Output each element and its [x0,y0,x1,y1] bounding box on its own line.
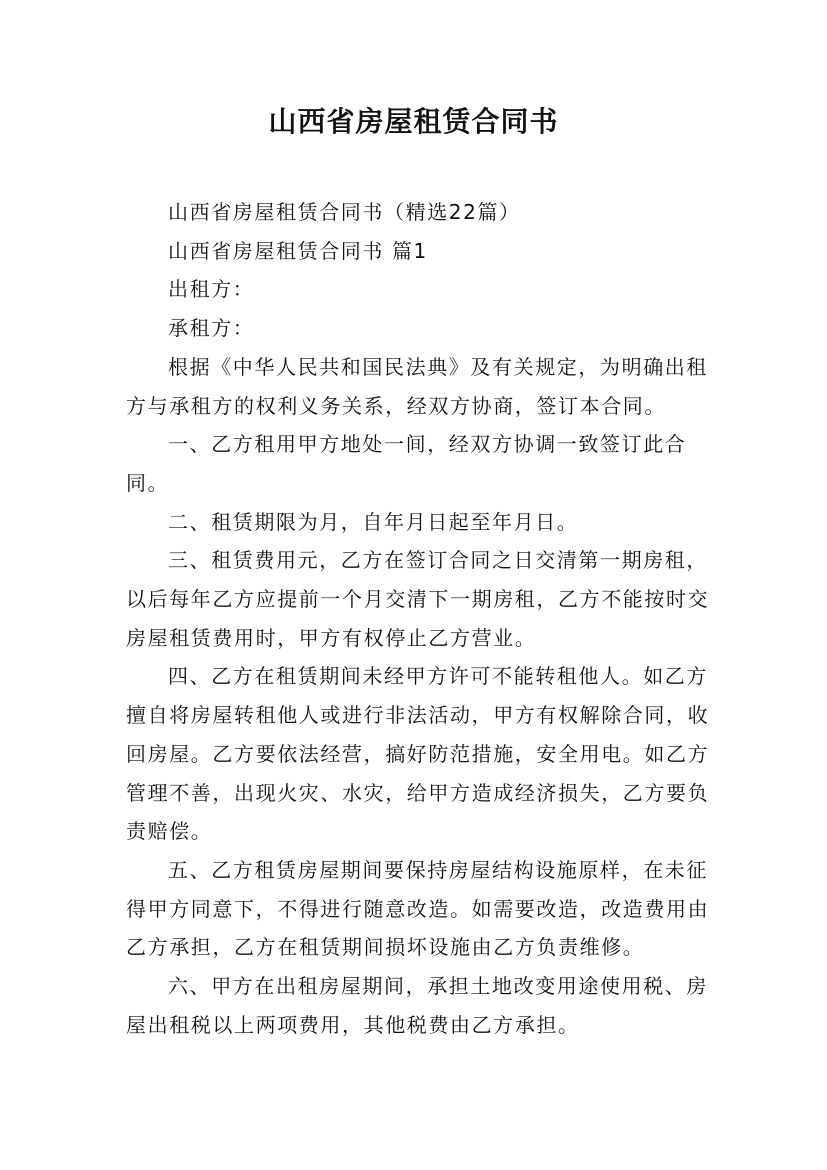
section-heading: 山西省房屋租赁合同书 篇1 [168,238,428,263]
clause-2: 二、租赁期限为月，自年月日起至年月日。 [168,509,579,534]
document-body [126,193,716,1044]
clause-1: 一、乙方租用甲方地处一间，经双方协调一致签订此合同。 [126,432,687,495]
preamble-paragraph: 根据《中华人民共和国民法典》及有关规定，为明确出租方与承租方的权利义务关系，经双方协商，签订本合同。 [126,354,708,418]
subtitle-paragraph: 山西省房屋租赁合同书（精选22篇） [168,200,521,224]
lessee-line: 承租方： [168,316,255,341]
document-title: 山西省房屋租赁合同书 [268,105,559,138]
clause-3: 三、租赁费用元，乙方在签订合同之日交清第一期房租，以后每年乙方应提前一个月交清下一期房租，乙方不能按时交房屋租赁费用时，甲方有权停止乙方营业。 [126,548,710,650]
clause-6: 六、甲方在出租房屋期间，承担土地改变用途使用税、房屋出租税以上两项费用，其他税费由乙方承担。 [126,974,708,1037]
clause-4: 四、乙方在租赁期间未经甲方许可不能转租他人。如乙方擅自将房屋转租他人或进行非法活动，甲方有权解除合同，收回房屋。乙方要依法经营，搞好防范措施，安全用电。如乙方管理不善，出现火灾、水灾，给甲方造成经济损失，乙方要负责赔偿。 [126,664,710,844]
lessor-line: 出租方： [168,277,255,302]
clause-5: 五、乙方租赁房屋期间要保持房屋结构设施原样，在未征得甲方同意下，不得进行随意改造。如需要改造，改造费用由乙方承担，乙方在租赁期间损坏设施由乙方负责维修。 [126,857,710,960]
